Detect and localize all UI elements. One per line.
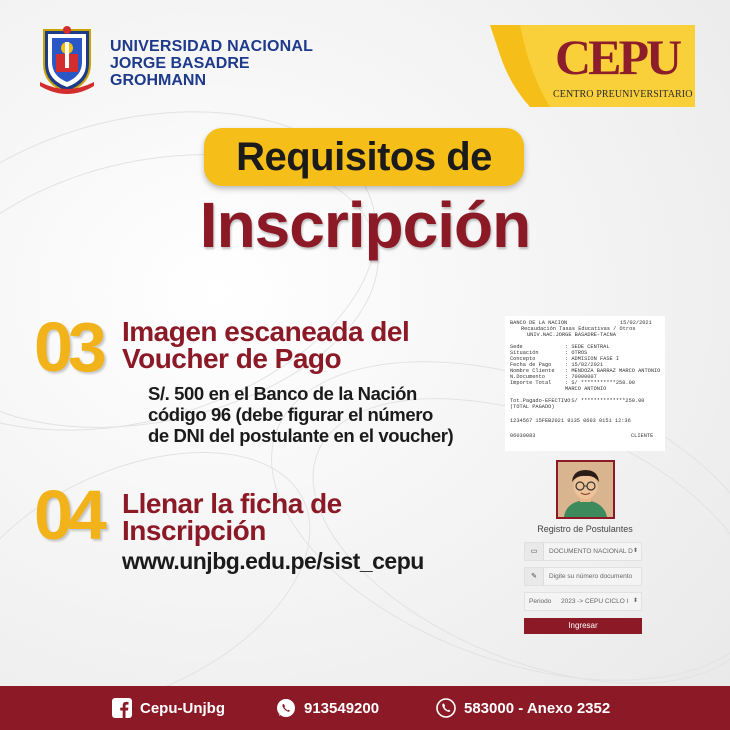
footer-facebook[interactable] xyxy=(112,686,225,730)
headline-line2: Inscripción xyxy=(199,189,531,261)
voucher-row-key: Situación xyxy=(510,350,539,356)
step-03-description xyxy=(148,383,453,446)
university-name-line1: UNIVERSIDAD NACIONAL xyxy=(110,38,314,55)
voucher-row-value: : OTROS xyxy=(565,350,588,356)
voucher-row-key: Sede xyxy=(510,344,523,350)
voucher-row-value: : S/ ***********250.00 xyxy=(565,380,635,386)
step-03-title-line1: Imagen escaneada del xyxy=(122,316,410,347)
voucher-footer-code: 06030083 xyxy=(510,433,536,439)
period-value: 2023 -> CEPU CICLO I xyxy=(561,598,629,605)
period-label: Periodo xyxy=(529,598,552,605)
voucher-footer-client: CLIENTE xyxy=(631,433,654,439)
voucher-date: 15/02/2021 xyxy=(620,320,652,326)
facebook-handle: Cepu-Unjbg xyxy=(140,699,225,717)
voucher-row-value: : ADMISION FASE I xyxy=(565,356,620,362)
footer-whatsapp[interactable] xyxy=(276,686,379,730)
voucher-row-value: : SEDE CENTRAL xyxy=(565,344,610,350)
phone-icon xyxy=(436,698,456,718)
applicant-avatar xyxy=(556,460,615,519)
headline-line1: Requisitos de xyxy=(236,135,492,179)
document-number-placeholder: Digite su número documento xyxy=(549,573,633,580)
voucher-row-value: : 70000007 xyxy=(565,374,597,380)
step-03-desc-line1: S/. 500 en el Banco de la Nación xyxy=(148,383,417,404)
step-03-title-line2: Voucher de Pago xyxy=(122,343,342,374)
voucher-total-label: Tot.Pagado-EFECTIVO xyxy=(510,398,571,404)
university-seal-logo xyxy=(38,24,96,96)
voucher-line3: UNIV.NAC.JORGE BASADRE-TACNA xyxy=(527,332,617,338)
footer-phone[interactable] xyxy=(436,686,610,730)
voucher-line2: Recaudación Tasas Educativas / Otros xyxy=(521,326,636,332)
step-04-title xyxy=(122,490,342,544)
facebook-icon xyxy=(112,698,132,718)
step-04-title-line2: Inscripción xyxy=(122,515,266,546)
select-caret-icon: ⬍ xyxy=(632,598,638,604)
step-03-desc-line2: código 96 (debe figurar el número xyxy=(148,404,433,425)
document-type-select[interactable] xyxy=(524,542,642,561)
university-name-line3: GROHMANN xyxy=(110,72,206,89)
voucher-row-key: Fecha de Pago xyxy=(510,362,552,368)
registration-url-link[interactable]: www.unjbg.edu.pe/sist_cepu xyxy=(122,548,424,574)
document-number-input[interactable] xyxy=(524,567,642,586)
voucher-row-key: Importe Total xyxy=(510,380,552,386)
id-card-icon: ▭ xyxy=(525,543,544,560)
voucher-row-key: N.Documento xyxy=(510,374,545,380)
period-select[interactable] xyxy=(524,592,642,611)
voucher-row-value: : 15/02/2021 xyxy=(565,362,604,368)
payment-voucher-image xyxy=(505,316,665,451)
voucher-total-value: : S/ **************250.00 xyxy=(565,398,645,404)
voucher-bank: BANCO DE LA NACION xyxy=(510,320,568,326)
step-04-title-line1: Llenar la ficha de xyxy=(122,488,342,519)
select-caret-icon: ⬍ xyxy=(632,548,638,554)
voucher-row-key: Concepto xyxy=(510,356,536,362)
university-name xyxy=(110,38,313,89)
submit-button[interactable]: Ingresar xyxy=(524,618,642,634)
university-name-line2: JORGE BASADRE xyxy=(110,55,250,72)
voucher-row-key: Nombre Cliente xyxy=(510,368,555,374)
whatsapp-icon xyxy=(276,698,296,718)
document-type-value: DOCUMENTO NACIONAL D xyxy=(549,548,633,555)
cepu-logo-title: CEPU xyxy=(555,29,680,85)
step-03-desc-line3: de DNI del postulante en el voucher) xyxy=(148,425,454,446)
voucher-row-value: : MENDOZA BARRAZ MARCO ANTONIO xyxy=(565,368,661,374)
voucher-row-value: MARCO ANTONIO xyxy=(565,386,607,392)
registration-form-title: Registro de Postulantes xyxy=(537,524,633,534)
whatsapp-number: 913549200 xyxy=(304,699,380,717)
cepu-logo-subtitle: CENTRO PREUNIVERSITARIO xyxy=(553,89,693,100)
phone-number: 583000 - Anexo 2352 xyxy=(464,699,611,717)
voucher-total-label2: (TOTAL PAGADO) xyxy=(510,404,555,410)
edit-icon: ✎ xyxy=(525,568,544,585)
step-03-title xyxy=(122,318,409,372)
step-04-number: 04 xyxy=(34,476,102,554)
step-03-number: 03 xyxy=(34,308,102,386)
voucher-footer-line: 1234567 15FEB2021 9135 0603 0151 12:36 xyxy=(510,418,631,424)
